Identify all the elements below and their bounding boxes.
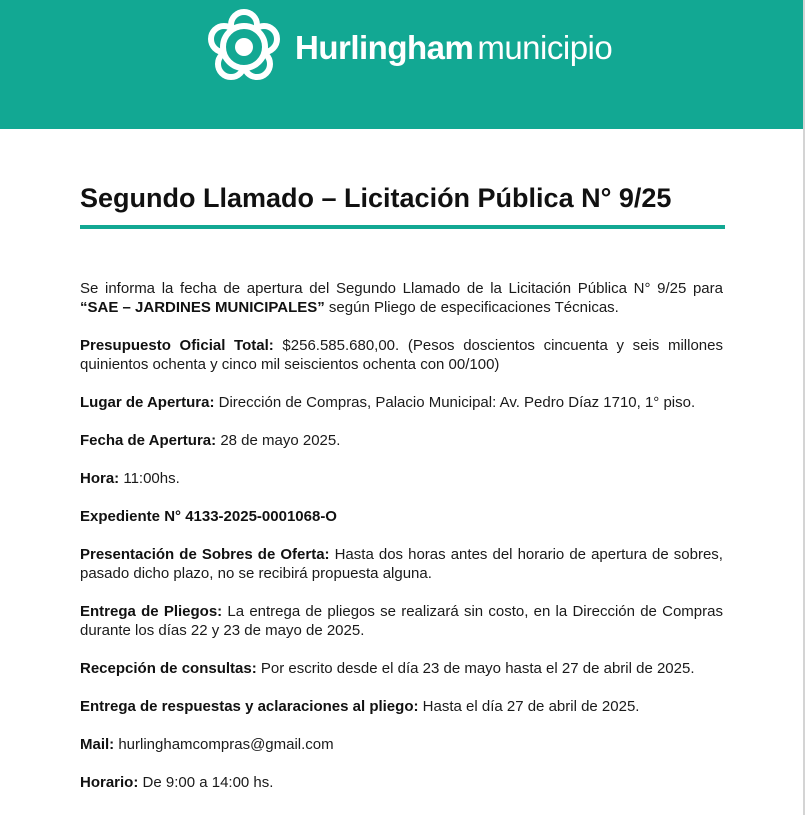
specs-delivery-label: Entrega de Pliegos:: [80, 603, 223, 620]
specs-delivery-value: La entrega de pliegos se realizará sin costo, en la Dirección de Compras durante los días 22 y 23 de mayo de 2025.: [80, 603, 723, 639]
title-underline: [80, 225, 725, 229]
flower-logo-icon[interactable]: [206, 9, 282, 85]
mail-label: Mail:: [80, 736, 115, 753]
time-value: 11:00hs.: [119, 470, 180, 487]
venue-paragraph: [80, 393, 723, 412]
answers-paragraph: [80, 697, 723, 716]
submission-paragraph: [80, 545, 723, 583]
header-banner: [0, 0, 803, 129]
intro-text: Se informa la fecha de apertura del Segundo Llamado de la Licitación Pública N° 9/25 para: [80, 280, 723, 297]
intro-text-end: según Pliego de especificaciones Técnicas.: [324, 299, 619, 316]
schedule-label: Horario:: [80, 774, 139, 791]
intro-project-name: “SAE – JARDINES MUNICIPALES”: [80, 299, 325, 316]
queries-value: Por escrito desde el día 23 de mayo hasta el 27 de abril de 2025.: [256, 660, 695, 677]
page-title: Segundo Llamado – Licitación Pública N° 9/25: [80, 183, 672, 213]
venue-value: Dirección de Compras, Palacio Municipal: Av. Pedro Díaz 1710, 1° piso.: [214, 394, 696, 411]
venue-label: Lugar de Apertura:: [80, 394, 215, 411]
budget-paragraph: [80, 336, 723, 374]
notice-body: [80, 279, 723, 811]
time-paragraph: [80, 469, 723, 488]
opening-date-paragraph: [80, 431, 723, 450]
answers-value: Hasta el día 27 de abril de 2025.: [418, 698, 640, 715]
schedule-value: De 9:00 a 14:00 hs.: [138, 774, 274, 791]
opening-date-value: 28 de mayo 2025.: [216, 432, 341, 449]
mail-value[interactable]: hurlinghamcompras@gmail.com: [114, 736, 334, 753]
budget-label: Presupuesto Oficial Total:: [80, 337, 274, 354]
file-number-paragraph: [80, 507, 723, 526]
submission-value: Hasta dos horas antes del horario de apertura de sobres, pasado dicho plazo, no se recibirá propuesta alguna.: [80, 546, 723, 582]
intro-paragraph: [80, 279, 723, 317]
schedule-paragraph: [80, 773, 723, 792]
specs-delivery-paragraph: [80, 602, 723, 640]
mail-paragraph: [80, 735, 723, 754]
brand-wordmark[interactable]: [295, 28, 612, 68]
time-label: Hora:: [80, 470, 120, 487]
budget-value: $256.585.680,00. (Pesos doscientos cincuenta y seis millones quinientos ochenta y cinco mil seiscientos ochenta con 00/100): [80, 337, 723, 373]
submission-label: Presentación de Sobres de Oferta:: [80, 546, 330, 563]
brand-subtitle: municipio: [477, 29, 613, 66]
brand-name: Hurlingham: [295, 29, 474, 66]
answers-label: Entrega de respuestas y aclaraciones al pliego:: [80, 698, 419, 715]
queries-paragraph: [80, 659, 723, 678]
queries-label: Recepción de consultas:: [80, 660, 257, 677]
file-number-label: Expediente N° 4133-2025-0001068-O: [80, 508, 337, 525]
opening-date-label: Fecha de Apertura:: [80, 432, 217, 449]
